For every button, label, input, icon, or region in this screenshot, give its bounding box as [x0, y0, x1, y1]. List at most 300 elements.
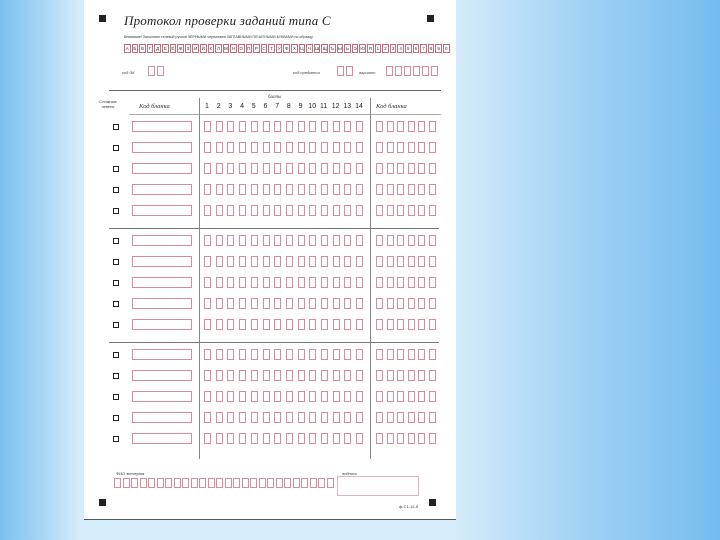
score-cell[interactable] — [204, 391, 211, 402]
score-cell[interactable] — [356, 391, 363, 402]
score-cell[interactable] — [251, 163, 258, 174]
score-cell[interactable] — [239, 235, 246, 246]
score-cell[interactable] — [309, 277, 316, 288]
score-cell[interactable] — [356, 142, 363, 153]
form-code-right-cell[interactable] — [397, 298, 404, 309]
form-code-right-cell[interactable] — [429, 277, 436, 288]
score-cell[interactable] — [274, 412, 281, 423]
score-cell[interactable] — [239, 391, 246, 402]
score-cell[interactable] — [251, 391, 258, 402]
form-code-right-cell[interactable] — [418, 391, 425, 402]
score-cell[interactable] — [356, 298, 363, 309]
form-code-right-cell[interactable] — [408, 184, 415, 195]
expert-name-cell[interactable] — [318, 478, 325, 488]
score-cell[interactable] — [227, 370, 234, 381]
form-code-field[interactable] — [132, 277, 192, 288]
form-code-field[interactable] — [132, 184, 192, 195]
form-code-right-cell[interactable] — [408, 163, 415, 174]
score-cell[interactable] — [204, 319, 211, 330]
score-cell[interactable] — [263, 412, 270, 423]
row-checkbox[interactable] — [113, 238, 119, 244]
score-cell[interactable] — [216, 349, 223, 360]
form-code-right-cell[interactable] — [376, 319, 383, 330]
score-cell[interactable] — [309, 184, 316, 195]
score-cell[interactable] — [251, 298, 258, 309]
score-cell[interactable] — [333, 298, 340, 309]
score-cell[interactable] — [239, 184, 246, 195]
score-cell[interactable] — [356, 121, 363, 132]
score-cell[interactable] — [204, 205, 211, 216]
score-cell[interactable] — [239, 163, 246, 174]
score-cell[interactable] — [274, 163, 281, 174]
expert-name-cell[interactable] — [191, 478, 198, 488]
form-code-field[interactable] — [132, 391, 192, 402]
form-code-right-cell[interactable] — [397, 205, 404, 216]
expert-name-cell[interactable] — [276, 478, 283, 488]
score-cell[interactable] — [356, 370, 363, 381]
score-cell[interactable] — [227, 391, 234, 402]
score-cell[interactable] — [274, 319, 281, 330]
form-code-right-cell[interactable] — [418, 370, 425, 381]
score-cell[interactable] — [298, 412, 305, 423]
score-cell[interactable] — [309, 298, 316, 309]
score-cell[interactable] — [286, 433, 293, 444]
score-cell[interactable] — [321, 277, 328, 288]
score-cell[interactable] — [333, 142, 340, 153]
expert-name-field[interactable] — [114, 478, 334, 488]
score-cell[interactable] — [344, 235, 351, 246]
score-cell[interactable] — [298, 163, 305, 174]
score-cell[interactable] — [286, 277, 293, 288]
score-cell[interactable] — [227, 433, 234, 444]
score-cell[interactable] — [344, 142, 351, 153]
form-code-right-cell[interactable] — [397, 319, 404, 330]
form-code-right-cell[interactable] — [408, 235, 415, 246]
form-code-right-cell[interactable] — [418, 298, 425, 309]
score-cell[interactable] — [227, 298, 234, 309]
score-cell[interactable] — [251, 349, 258, 360]
row-checkbox[interactable] — [113, 208, 119, 214]
form-code-right-cell[interactable] — [376, 349, 383, 360]
score-cell[interactable] — [344, 298, 351, 309]
score-cell[interactable] — [204, 235, 211, 246]
form-code-right-cell[interactable] — [397, 412, 404, 423]
score-cell[interactable] — [333, 277, 340, 288]
score-cell[interactable] — [263, 349, 270, 360]
score-cell[interactable] — [274, 121, 281, 132]
form-code-right-cell[interactable] — [397, 142, 404, 153]
score-cell[interactable] — [239, 205, 246, 216]
form-code-right-cell[interactable] — [429, 235, 436, 246]
score-cell[interactable] — [251, 412, 258, 423]
row-checkbox[interactable] — [113, 124, 119, 130]
score-cell[interactable] — [274, 433, 281, 444]
score-cell[interactable] — [251, 235, 258, 246]
score-cell[interactable] — [274, 142, 281, 153]
score-cell[interactable] — [204, 121, 211, 132]
form-code-right-cell[interactable] — [387, 142, 394, 153]
score-cell[interactable] — [274, 391, 281, 402]
score-cell[interactable] — [298, 205, 305, 216]
score-cell[interactable] — [204, 256, 211, 267]
expert-name-cell[interactable] — [259, 478, 266, 488]
form-code-right-cell[interactable] — [429, 205, 436, 216]
score-cell[interactable] — [251, 370, 258, 381]
score-cell[interactable] — [204, 277, 211, 288]
form-code-right-cell[interactable] — [387, 349, 394, 360]
form-code-right-cell[interactable] — [376, 142, 383, 153]
form-code-right-cell[interactable] — [387, 256, 394, 267]
score-cell[interactable] — [309, 256, 316, 267]
score-cell[interactable] — [263, 235, 270, 246]
form-code-right-cell[interactable] — [376, 412, 383, 423]
score-cell[interactable] — [298, 349, 305, 360]
form-code-right-cell[interactable] — [429, 121, 436, 132]
form-code-right-cell[interactable] — [387, 391, 394, 402]
score-cell[interactable] — [344, 370, 351, 381]
score-cell[interactable] — [251, 256, 258, 267]
expert-name-cell[interactable] — [199, 478, 206, 488]
row-checkbox[interactable] — [113, 373, 119, 379]
score-cell[interactable] — [286, 256, 293, 267]
score-cell[interactable] — [321, 163, 328, 174]
form-code-field[interactable] — [132, 121, 192, 132]
form-code-field[interactable] — [132, 235, 192, 246]
score-cell[interactable] — [263, 319, 270, 330]
form-code-right-cell[interactable] — [418, 433, 425, 444]
form-code-right-cell[interactable] — [387, 277, 394, 288]
form-code-right-cell[interactable] — [397, 121, 404, 132]
score-cell[interactable] — [344, 205, 351, 216]
form-code-right-cell[interactable] — [387, 121, 394, 132]
score-cell[interactable] — [239, 121, 246, 132]
score-cell[interactable] — [298, 184, 305, 195]
score-cell[interactable] — [227, 163, 234, 174]
score-cell[interactable] — [286, 349, 293, 360]
score-cell[interactable] — [274, 349, 281, 360]
score-cell[interactable] — [356, 433, 363, 444]
form-code-field[interactable] — [132, 142, 192, 153]
expert-name-cell[interactable] — [165, 478, 172, 488]
score-cell[interactable] — [216, 121, 223, 132]
score-cell[interactable] — [333, 184, 340, 195]
score-cell[interactable] — [239, 256, 246, 267]
score-cell[interactable] — [344, 277, 351, 288]
score-cell[interactable] — [344, 256, 351, 267]
score-cell[interactable] — [227, 319, 234, 330]
form-code-right-cell[interactable] — [429, 433, 436, 444]
expert-name-cell[interactable] — [140, 478, 147, 488]
form-code-right-cell[interactable] — [387, 205, 394, 216]
score-cell[interactable] — [204, 412, 211, 423]
score-cell[interactable] — [333, 433, 340, 444]
score-cell[interactable] — [263, 163, 270, 174]
score-cell[interactable] — [344, 163, 351, 174]
form-code-right-cell[interactable] — [418, 235, 425, 246]
score-cell[interactable] — [216, 370, 223, 381]
score-cell[interactable] — [263, 298, 270, 309]
score-cell[interactable] — [321, 121, 328, 132]
form-code-field[interactable] — [132, 319, 192, 330]
score-cell[interactable] — [321, 142, 328, 153]
score-cell[interactable] — [333, 235, 340, 246]
score-cell[interactable] — [321, 391, 328, 402]
expert-name-cell[interactable] — [157, 478, 164, 488]
score-cell[interactable] — [321, 256, 328, 267]
score-cell[interactable] — [286, 370, 293, 381]
form-code-right-cell[interactable] — [397, 256, 404, 267]
score-cell[interactable] — [309, 412, 316, 423]
score-cell[interactable] — [216, 235, 223, 246]
form-code-right-cell[interactable] — [408, 142, 415, 153]
form-code-field[interactable] — [132, 298, 192, 309]
score-cell[interactable] — [356, 319, 363, 330]
score-cell[interactable] — [333, 349, 340, 360]
score-cell[interactable] — [227, 205, 234, 216]
form-code-right-cell[interactable] — [408, 370, 415, 381]
score-cell[interactable] — [309, 349, 316, 360]
score-cell[interactable] — [286, 163, 293, 174]
row-checkbox[interactable] — [113, 166, 119, 172]
score-cell[interactable] — [309, 319, 316, 330]
score-cell[interactable] — [333, 391, 340, 402]
form-code-right-cell[interactable] — [376, 205, 383, 216]
form-code-right-cell[interactable] — [429, 349, 436, 360]
form-code-right-cell[interactable] — [397, 163, 404, 174]
score-cell[interactable] — [263, 277, 270, 288]
score-cell[interactable] — [274, 205, 281, 216]
form-code-right-cell[interactable] — [418, 412, 425, 423]
score-cell[interactable] — [239, 277, 246, 288]
form-code-right-cell[interactable] — [376, 391, 383, 402]
form-code-right-cell[interactable] — [418, 319, 425, 330]
form-code-right-cell[interactable] — [429, 163, 436, 174]
score-cell[interactable] — [344, 184, 351, 195]
score-cell[interactable] — [333, 319, 340, 330]
score-cell[interactable] — [356, 205, 363, 216]
score-cell[interactable] — [321, 205, 328, 216]
score-cell[interactable] — [263, 391, 270, 402]
form-code-right-cell[interactable] — [387, 163, 394, 174]
form-code-right-cell[interactable] — [397, 235, 404, 246]
score-cell[interactable] — [286, 142, 293, 153]
form-code-right-cell[interactable] — [397, 349, 404, 360]
expert-name-cell[interactable] — [301, 478, 308, 488]
form-code-right-cell[interactable] — [418, 205, 425, 216]
row-checkbox[interactable] — [113, 301, 119, 307]
row-checkbox[interactable] — [113, 352, 119, 358]
score-cell[interactable] — [227, 349, 234, 360]
form-code-right-cell[interactable] — [387, 235, 394, 246]
score-cell[interactable] — [204, 370, 211, 381]
score-cell[interactable] — [298, 433, 305, 444]
score-cell[interactable] — [239, 433, 246, 444]
score-cell[interactable] — [344, 319, 351, 330]
score-cell[interactable] — [263, 184, 270, 195]
form-code-right-cell[interactable] — [376, 433, 383, 444]
score-cell[interactable] — [216, 277, 223, 288]
score-cell[interactable] — [298, 142, 305, 153]
expert-name-cell[interactable] — [216, 478, 223, 488]
score-cell[interactable] — [286, 205, 293, 216]
score-cell[interactable] — [274, 370, 281, 381]
score-cell[interactable] — [321, 412, 328, 423]
score-cell[interactable] — [216, 184, 223, 195]
score-cell[interactable] — [286, 121, 293, 132]
form-code-right-cell[interactable] — [408, 277, 415, 288]
form-code-right-cell[interactable] — [387, 298, 394, 309]
score-cell[interactable] — [216, 433, 223, 444]
score-cell[interactable] — [204, 163, 211, 174]
form-code-field[interactable] — [132, 349, 192, 360]
score-cell[interactable] — [239, 349, 246, 360]
score-cell[interactable] — [251, 205, 258, 216]
form-code-right-cell[interactable] — [429, 256, 436, 267]
score-cell[interactable] — [321, 298, 328, 309]
score-cell[interactable] — [216, 256, 223, 267]
expert-name-cell[interactable] — [284, 478, 291, 488]
score-cell[interactable] — [263, 370, 270, 381]
expert-name-cell[interactable] — [182, 478, 189, 488]
form-code-right-cell[interactable] — [408, 298, 415, 309]
score-cell[interactable] — [227, 235, 234, 246]
expert-name-cell[interactable] — [267, 478, 274, 488]
form-code-right-cell[interactable] — [408, 319, 415, 330]
score-cell[interactable] — [251, 433, 258, 444]
score-cell[interactable] — [204, 184, 211, 195]
expert-name-cell[interactable] — [174, 478, 181, 488]
score-cell[interactable] — [298, 256, 305, 267]
score-cell[interactable] — [309, 433, 316, 444]
score-cell[interactable] — [251, 184, 258, 195]
score-cell[interactable] — [309, 163, 316, 174]
score-cell[interactable] — [204, 433, 211, 444]
form-code-field[interactable] — [132, 163, 192, 174]
score-cell[interactable] — [227, 184, 234, 195]
score-cell[interactable] — [344, 349, 351, 360]
score-cell[interactable] — [356, 256, 363, 267]
score-cell[interactable] — [251, 142, 258, 153]
row-checkbox[interactable] — [113, 322, 119, 328]
form-code-right-cell[interactable] — [418, 121, 425, 132]
score-cell[interactable] — [309, 142, 316, 153]
score-cell[interactable] — [321, 235, 328, 246]
score-cell[interactable] — [298, 298, 305, 309]
score-cell[interactable] — [274, 298, 281, 309]
score-cell[interactable] — [321, 433, 328, 444]
form-code-right-cell[interactable] — [429, 391, 436, 402]
score-cell[interactable] — [356, 349, 363, 360]
score-cell[interactable] — [216, 391, 223, 402]
score-cell[interactable] — [286, 298, 293, 309]
score-cell[interactable] — [309, 205, 316, 216]
score-cell[interactable] — [333, 121, 340, 132]
form-code-right-cell[interactable] — [387, 433, 394, 444]
form-code-right-cell[interactable] — [376, 277, 383, 288]
form-code-right-cell[interactable] — [387, 370, 394, 381]
form-code-right-cell[interactable] — [376, 235, 383, 246]
form-code-right-cell[interactable] — [429, 142, 436, 153]
score-cell[interactable] — [251, 277, 258, 288]
expert-name-cell[interactable] — [131, 478, 138, 488]
row-checkbox[interactable] — [113, 394, 119, 400]
form-code-right-cell[interactable] — [408, 391, 415, 402]
form-code-right-cell[interactable] — [429, 412, 436, 423]
form-code-right-cell[interactable] — [408, 256, 415, 267]
score-cell[interactable] — [333, 370, 340, 381]
score-cell[interactable] — [239, 370, 246, 381]
score-cell[interactable] — [239, 298, 246, 309]
form-code-field[interactable] — [132, 256, 192, 267]
score-cell[interactable] — [333, 163, 340, 174]
form-code-field[interactable] — [132, 370, 192, 381]
form-code-right-cell[interactable] — [418, 163, 425, 174]
score-cell[interactable] — [344, 121, 351, 132]
form-code-right-cell[interactable] — [429, 370, 436, 381]
form-code-right-cell[interactable] — [418, 142, 425, 153]
score-cell[interactable] — [227, 121, 234, 132]
expert-name-cell[interactable] — [208, 478, 215, 488]
score-cell[interactable] — [227, 256, 234, 267]
score-cell[interactable] — [227, 142, 234, 153]
score-cell[interactable] — [356, 163, 363, 174]
form-code-right-cell[interactable] — [376, 184, 383, 195]
subject-code-field[interactable] — [337, 66, 353, 76]
form-code-right-cell[interactable] — [376, 163, 383, 174]
variant-field[interactable] — [386, 66, 438, 76]
score-cell[interactable] — [286, 412, 293, 423]
expert-name-cell[interactable] — [123, 478, 130, 488]
form-code-right-cell[interactable] — [418, 256, 425, 267]
score-cell[interactable] — [239, 412, 246, 423]
score-cell[interactable] — [216, 319, 223, 330]
form-code-right-cell[interactable] — [408, 433, 415, 444]
score-cell[interactable] — [321, 370, 328, 381]
form-code-right-cell[interactable] — [408, 412, 415, 423]
form-code-right-cell[interactable] — [408, 349, 415, 360]
score-cell[interactable] — [274, 235, 281, 246]
score-cell[interactable] — [263, 256, 270, 267]
form-code-right-cell[interactable] — [397, 184, 404, 195]
score-cell[interactable] — [356, 277, 363, 288]
score-cell[interactable] — [263, 142, 270, 153]
score-cell[interactable] — [344, 391, 351, 402]
score-cell[interactable] — [298, 391, 305, 402]
score-cell[interactable] — [216, 298, 223, 309]
score-cell[interactable] — [274, 184, 281, 195]
score-cell[interactable] — [344, 412, 351, 423]
expert-name-cell[interactable] — [242, 478, 249, 488]
form-code-right-cell[interactable] — [376, 370, 383, 381]
score-cell[interactable] — [227, 412, 234, 423]
form-code-field[interactable] — [132, 412, 192, 423]
signature-field[interactable] — [337, 476, 419, 496]
score-cell[interactable] — [274, 256, 281, 267]
score-cell[interactable] — [227, 277, 234, 288]
form-code-right-cell[interactable] — [387, 319, 394, 330]
expert-name-cell[interactable] — [327, 478, 334, 488]
row-checkbox[interactable] — [113, 436, 119, 442]
expert-name-cell[interactable] — [225, 478, 232, 488]
exam-code-field[interactable] — [148, 66, 164, 76]
expert-name-cell[interactable] — [148, 478, 155, 488]
score-cell[interactable] — [298, 235, 305, 246]
score-cell[interactable] — [298, 277, 305, 288]
form-code-right-cell[interactable] — [376, 256, 383, 267]
form-code-right-cell[interactable] — [397, 391, 404, 402]
score-cell[interactable] — [309, 370, 316, 381]
form-code-right-cell[interactable] — [397, 277, 404, 288]
